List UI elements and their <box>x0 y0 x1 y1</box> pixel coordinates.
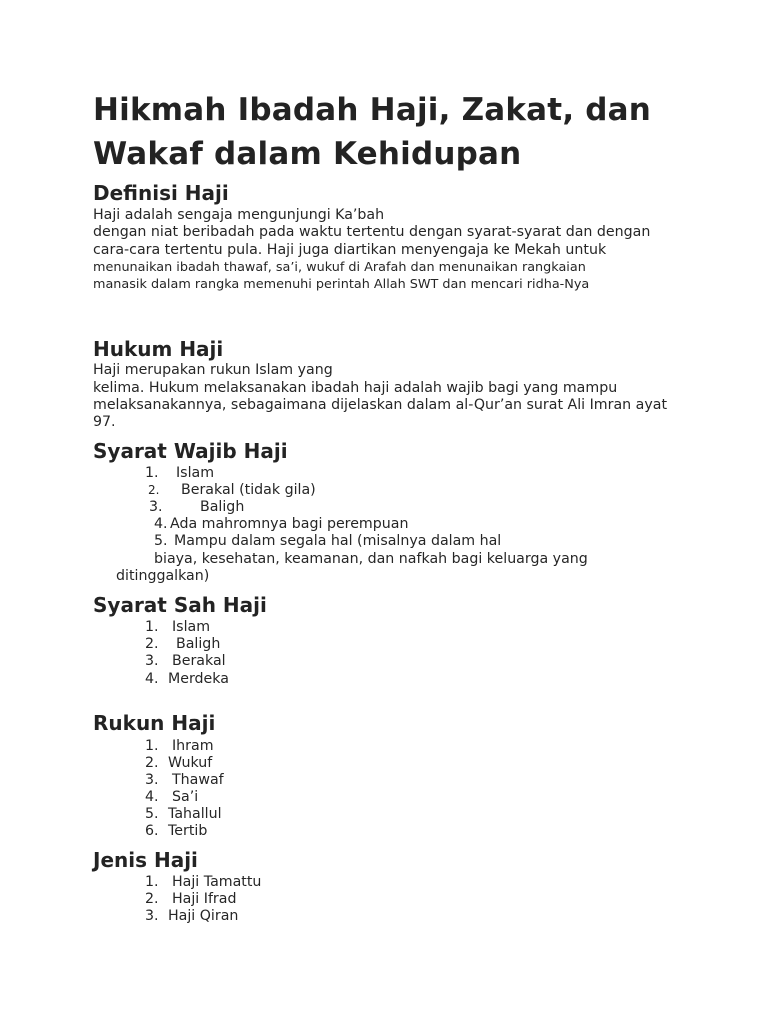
list-continuation: ditinggalkan) <box>116 568 210 584</box>
list-text: Merdeka <box>168 671 229 687</box>
list-text: Islam <box>172 619 211 635</box>
definisi-line: Haji adalah sengaja mengunjungi Ka’bah <box>93 207 385 223</box>
list-text: Haji Qiran <box>168 908 239 924</box>
list-item <box>148 482 316 499</box>
list-item <box>145 789 198 806</box>
list-item <box>154 516 408 533</box>
definisi-line: dengan niat beribadah pada waktu tertentu dengan syarat-syarat dan dengan <box>93 224 651 240</box>
list-number: 1. <box>145 619 159 635</box>
hukum-line: melaksanakannya, sebagaimana dijelaskan dalam al-Qur’an surat Ali Imran ayat <box>93 397 668 413</box>
list-number: 2. <box>145 891 159 907</box>
list-text: Haji Ifrad <box>172 891 237 907</box>
list-item <box>145 908 238 925</box>
hukum-heading: Hukum Haji <box>93 337 224 361</box>
list-text: Tertib <box>168 823 208 839</box>
document-title-line-1: Hikmah Ibadah Haji, Zakat, dan <box>93 92 652 128</box>
list-item <box>145 619 210 636</box>
definisi-heading: Definisi Haji <box>93 181 229 205</box>
hukum-line: 97. <box>93 414 116 430</box>
hukum-line: Haji merupakan rukun Islam yang <box>93 362 333 378</box>
list-number: 1. <box>145 874 159 890</box>
list-text: Sa’i <box>172 789 199 805</box>
syarat-sah-heading: Syarat Sah Haji <box>93 593 267 617</box>
list-number: 2. <box>145 755 159 771</box>
list-text: Wukuf <box>168 755 213 771</box>
list-item <box>149 499 244 516</box>
list-number: 4. <box>154 516 168 532</box>
list-item <box>145 755 212 772</box>
list-number: 2. <box>148 483 160 497</box>
list-number: 2. <box>145 636 159 652</box>
document-title-line-2: Wakaf dalam Kehidupan <box>93 136 522 172</box>
jenis-heading: Jenis Haji <box>93 848 198 872</box>
list-item <box>145 806 222 823</box>
list-text: Baligh <box>176 636 221 652</box>
list-text: Baligh <box>200 499 245 515</box>
list-continuation: biaya, kesehatan, keamanan, dan nafkah bagi keluarga yang <box>154 551 588 567</box>
list-item <box>145 772 224 789</box>
list-item <box>145 738 214 755</box>
list-item <box>145 671 229 688</box>
hukum-line: kelima. Hukum melaksanakan ibadah haji adalah wajib bagi yang mampu <box>93 380 618 396</box>
list-number: 4. <box>145 789 159 805</box>
definisi-line: menunaikan ibadah thawaf, sa’i, wukuf di Arafah dan menunaikan rangkaian <box>93 260 586 275</box>
list-number: 6. <box>145 823 159 839</box>
list-text: Mampu dalam segala hal (misalnya dalam hal <box>174 533 502 549</box>
list-number: 1. <box>145 738 159 754</box>
list-text: Islam <box>176 465 215 481</box>
list-text: Ada mahromnya bagi perempuan <box>170 516 409 532</box>
list-number: 5. <box>145 806 159 822</box>
list-text: Haji Tamattu <box>172 874 262 890</box>
list-text: Tahallul <box>168 806 222 822</box>
definisi-line: cara-cara tertentu pula. Haji juga diartikan menyengaja ke Mekah untuk <box>93 242 607 258</box>
list-text: Ihram <box>172 738 214 754</box>
list-text: Berakal <box>172 653 226 669</box>
list-number: 3. <box>145 772 159 788</box>
list-number: 3. <box>145 653 159 669</box>
list-item <box>145 891 236 908</box>
list-number: 3. <box>145 908 159 924</box>
list-item <box>145 874 261 891</box>
definisi-line: manasik dalam rangka memenuhi perintah Allah SWT dan mencari ridha-Nya <box>93 277 590 292</box>
list-number: 4. <box>145 671 159 687</box>
list-text: Thawaf <box>172 772 224 788</box>
list-text: Berakal (tidak gila) <box>181 482 316 498</box>
syarat-wajib-heading: Syarat Wajib Haji <box>93 439 288 463</box>
list-item <box>145 636 220 653</box>
list-item <box>145 653 226 670</box>
rukun-heading: Rukun Haji <box>93 711 216 735</box>
list-number: 5. <box>154 533 168 549</box>
list-item <box>154 533 501 550</box>
list-number: 1. <box>145 465 159 481</box>
list-number: 3. <box>149 499 163 515</box>
list-item <box>145 465 214 482</box>
list-item <box>145 823 207 840</box>
